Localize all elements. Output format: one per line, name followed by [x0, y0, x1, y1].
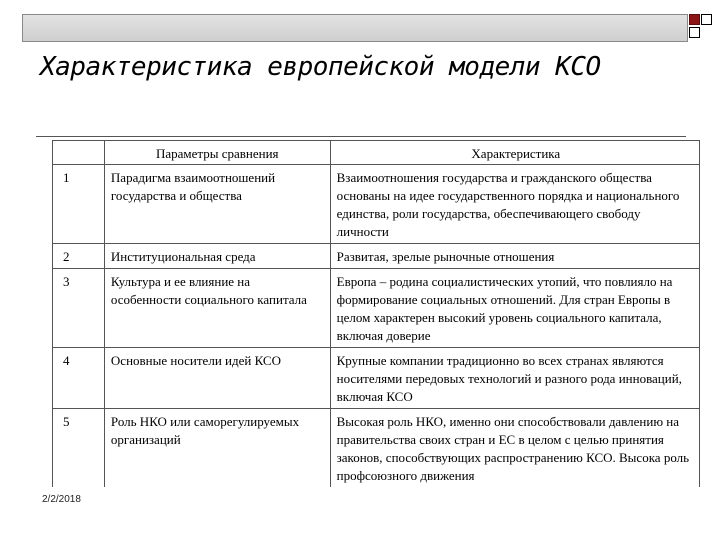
row-parameter: Основные носители идей КСО	[104, 348, 330, 409]
slide-date: 2/2/2018	[42, 494, 81, 505]
table-row	[53, 244, 700, 269]
comparison-table	[52, 140, 700, 487]
row-parameter: Роль НКО или саморегулируемых организаций	[104, 409, 330, 488]
table-row	[53, 269, 700, 348]
decorative-square-white	[689, 27, 700, 38]
table-row	[53, 165, 700, 244]
slide-title: Характеристика европейской модели КСО	[40, 52, 601, 82]
row-number: 1	[53, 165, 105, 244]
table-header-row	[53, 141, 700, 165]
row-number: 3	[53, 269, 105, 348]
header-parameters: Параметры сравнения	[104, 141, 330, 165]
row-characteristic: Высокая роль НКО, именно они способствовали давлению на правительства своих стран и ЕС в целом с целью принятия законов, способствующих распространению КСО. Высока роль профсоюзного движения	[330, 409, 699, 488]
header-number	[53, 141, 105, 165]
decorative-square-white	[701, 14, 712, 25]
table-row	[53, 409, 700, 488]
decorative-top-bar	[22, 14, 688, 42]
title-divider	[36, 136, 686, 137]
table-row	[53, 348, 700, 409]
row-number: 5	[53, 409, 105, 488]
row-characteristic: Взаимоотношения государства и гражданского общества основаны на идее государственного порядка и национального единства, роли государства, обеспечивающего свободу личности	[330, 165, 699, 244]
row-parameter: Институциональная среда	[104, 244, 330, 269]
decorative-square-red	[689, 14, 700, 25]
row-characteristic: Европа – родина социалистических утопий, что повлияло на формирование социальных отношений. Для стран Европы в целом характерен высокий уровень социального капитала, включая доверие	[330, 269, 699, 348]
row-number: 2	[53, 244, 105, 269]
row-number: 4	[53, 348, 105, 409]
row-characteristic: Крупные компании традиционно во всех странах являются носителями передовых технологий и разного рода инноваций, включая КСО	[330, 348, 699, 409]
header-characteristic: Характеристика	[330, 141, 699, 165]
row-parameter: Парадигма взаимоотношений государства и общества	[104, 165, 330, 244]
row-characteristic: Развитая, зрелые рыночные отношения	[330, 244, 699, 269]
row-parameter: Культура и ее влияние на особенности социального капитала	[104, 269, 330, 348]
